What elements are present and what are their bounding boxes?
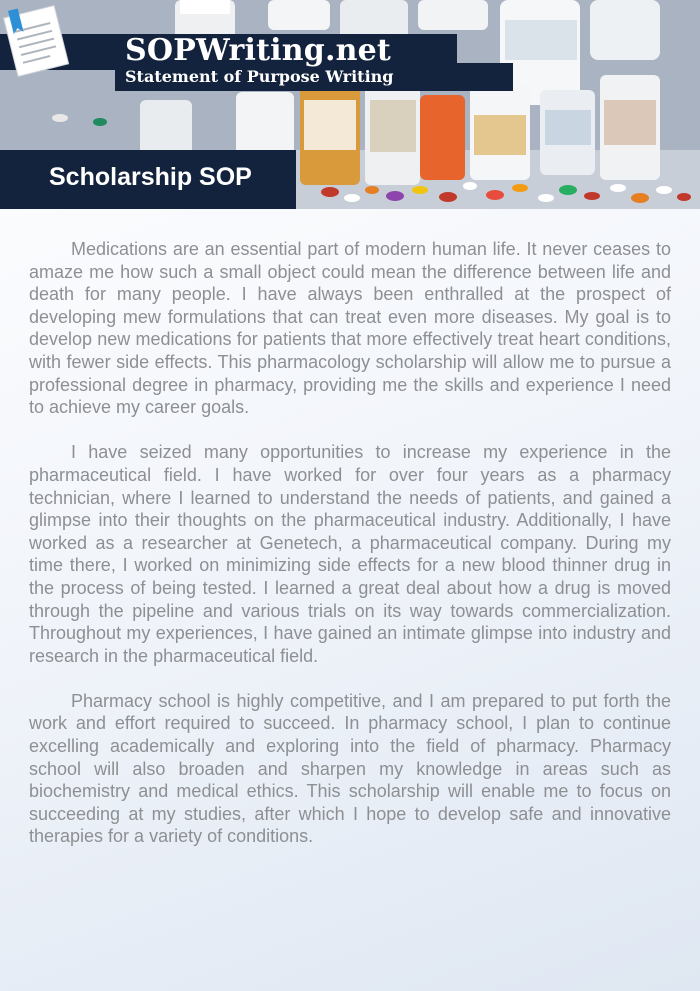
paragraph-1: Medications are an essential part of modern human life. It never ceases to amaze me how such a small object could mean the difference between life and death for many people. I have always been enthralled at the prospect of developing mew formulations that can treat even more diseases. My goal is to develop new medications for patients that more effectively treat heart conditions, with fewer side effects. This pharmacology scholarship will allow me to pursue a professional degree in pharmacy, providing me the skills and experience I need to achieve my career goals. (29, 239, 671, 418)
tagline: Statement of Purpose Writing (125, 67, 394, 86)
essay-body (29, 238, 671, 871)
page-title: Scholarship SOP (49, 163, 252, 191)
header-banner (0, 0, 700, 209)
paragraph-2: I have seized many opportunities to increase my experience in the pharmaceutical field. I have worked for over four years as a pharmacy technician, where I learned to understand the needs of patients, and gained a glimpse into their thoughts on the pharmaceutical industry. Additionally, I have worked as a researcher at Genetech, a pharmaceutical company. During my time there, I worked on minimizing side effects for a new blood thinner drug in the process of being tested. I learned a great deal about how a drug is moved through the pipeline and various trials on its way towards commercialization. Throughout my experiences, I have gained an intimate glimpse into industry and research in the pharmaceutical field. (29, 442, 671, 666)
paragraph-3: Pharmacy school is highly competitive, and I am prepared to put forth the work and effort required to succeed. In pharmacy school, I plan to continue excelling academically and exploring into the field of pharmacy. Pharmacy school will also broaden and sharpen my knowledge in areas such as biochemistry and medical ethics. This scholarship will enable me to focus on succeeding at my studies, after which I hope to develop safe and innovative therapies for a variety of conditions. (29, 690, 671, 847)
site-name: SOPWriting.net (125, 33, 391, 68)
document-with-bookmark-icon (0, 0, 80, 78)
